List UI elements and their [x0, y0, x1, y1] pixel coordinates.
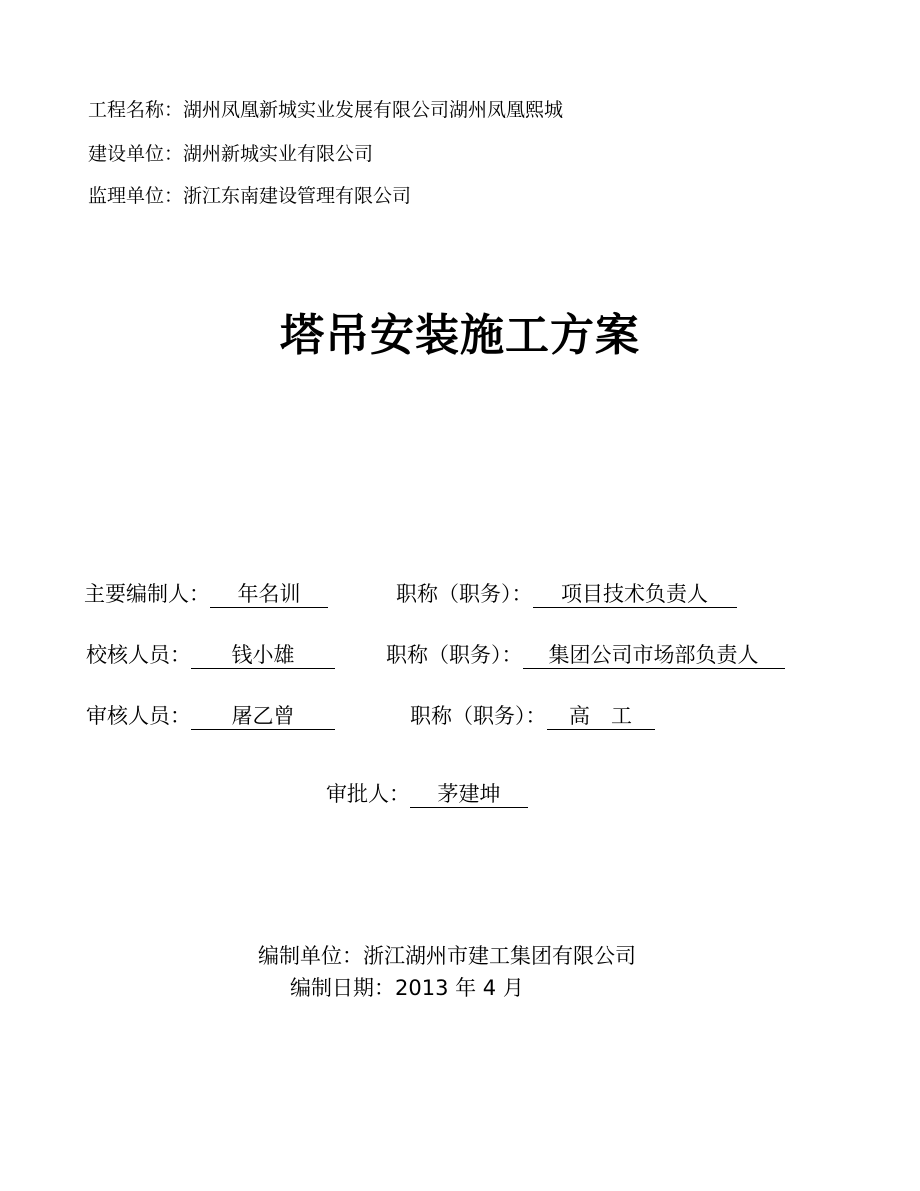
checker-title-label: 职称（职务）：: [386, 643, 523, 667]
approver-name: 茅建坤: [410, 781, 528, 808]
checker-title-row: [386, 641, 785, 669]
compiler-row: [84, 580, 328, 608]
supervisor-label: 监理单位：: [88, 185, 184, 207]
supervisor-value: 浙江东南建设管理有限公司: [183, 185, 412, 207]
compile-date-value: 2013 年 4 月: [395, 976, 524, 1000]
reviewer-title-row: [410, 702, 655, 730]
reviewer-row: [86, 702, 335, 730]
builder-value: 湖州新城实业有限公司: [183, 143, 374, 165]
compile-unit-line: [258, 942, 636, 970]
reviewer-label: 审核人员：: [86, 704, 191, 728]
approver-row: [326, 780, 528, 808]
compile-unit-label: 编制单位：: [258, 944, 363, 968]
compiler-title-row: [396, 580, 737, 608]
project-name-value: 湖州凤凰新城实业发展有限公司湖州凤凰熙城: [183, 99, 564, 121]
builder-line: [88, 142, 373, 166]
checker-title: 集团公司市场部负责人: [523, 642, 785, 669]
supervisor-line: [88, 184, 411, 208]
reviewer-name: 屠乙曾: [191, 703, 335, 730]
checker-row: [86, 641, 335, 669]
builder-label: 建设单位：: [88, 143, 184, 165]
project-name-label: 工程名称：: [88, 99, 184, 121]
compiler-name: 年名训: [210, 581, 328, 608]
reviewer-title-label: 职称（职务）：: [410, 704, 547, 728]
project-name-line: [88, 98, 563, 122]
compiler-title: 项目技术负责人: [533, 581, 737, 608]
compiler-label: 主要编制人：: [84, 582, 210, 606]
compiler-title-label: 职称（职务）：: [396, 582, 533, 606]
document-title: 塔吊安装施工方案: [280, 310, 640, 361]
compile-date-label: 编制日期：: [290, 976, 395, 1000]
checker-name: 钱小雄: [191, 642, 335, 669]
compile-unit-value: 浙江湖州市建工集团有限公司: [363, 944, 636, 968]
reviewer-title: 高 工: [547, 703, 655, 730]
checker-label: 校核人员：: [86, 643, 191, 667]
compile-date-line: [290, 974, 524, 1002]
approver-label: 审批人：: [326, 782, 410, 806]
